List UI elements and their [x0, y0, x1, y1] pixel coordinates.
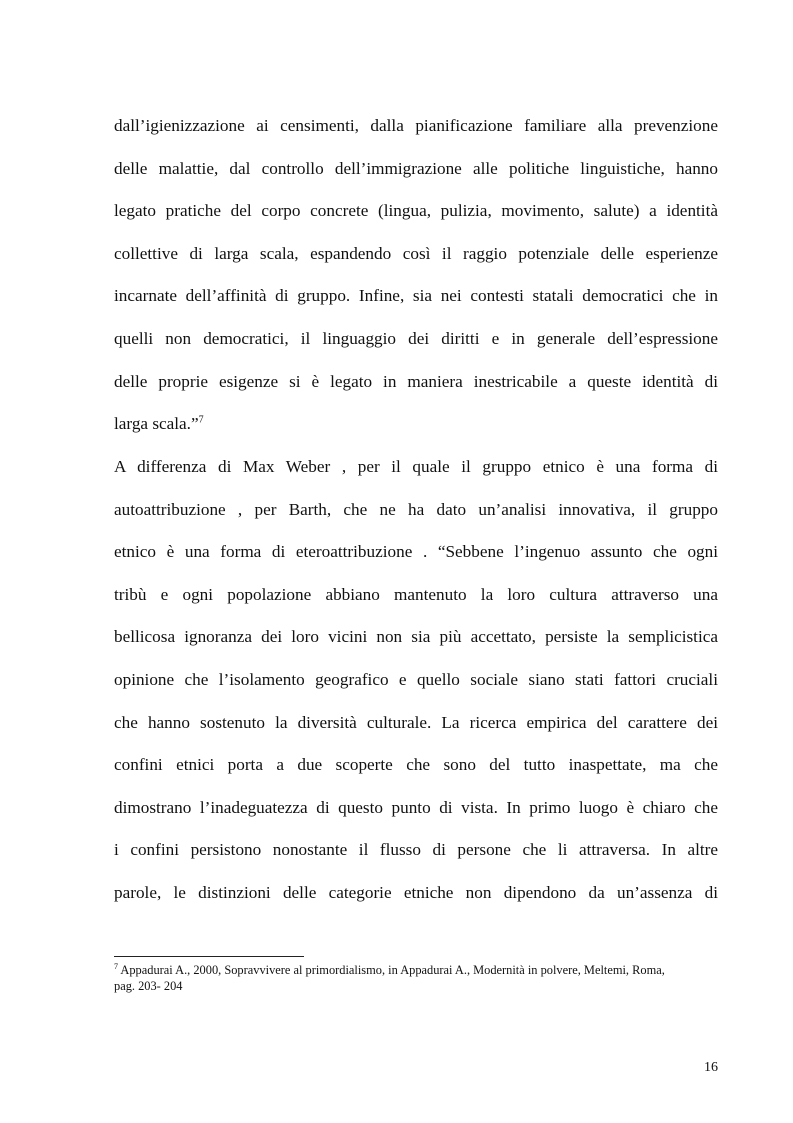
- footnote-line-1: [114, 962, 718, 978]
- text-line: dall’igienizzazione ai censimenti, dalla pianificazione familiare alla prevenzione: [114, 116, 718, 135]
- footnote-reference[interactable]: 7: [198, 414, 204, 426]
- text-line: bellicosa ignoranza dei loro vicini non sia più accettato, persiste la semplicistica: [114, 627, 718, 647]
- page-number: 16: [704, 1060, 718, 1075]
- text-line: tribù e ogni popolazione abbiano mantenuto la loro cultura attraverso una: [114, 584, 718, 604]
- text-line-last: [114, 403, 718, 446]
- text-line: delle proprie esigenze si è legato in maniera inestricabile a queste identità di: [114, 371, 718, 391]
- text-line: che hanno sostenuto la diversità culturale. La ricerca empirica del carattere dei: [114, 712, 718, 732]
- text-line: legato pratiche del corpo concrete (lingua, pulizia, movimento, salute) a identità: [114, 201, 718, 221]
- text-line: incarnate dell’affinità di gruppo. Infine, sia nei contesti statali democratici che in: [114, 286, 718, 306]
- text-line: confini etnici porta a due scoperte che sono del tutto inaspettate, ma che: [114, 755, 718, 775]
- text-line: etnico è una forma di eteroattribuzione . “Sebbene l’ingenuo assunto che ogni: [114, 542, 718, 562]
- text-line: parole, le distinzioni delle categorie etniche non dipendono da un’assenza di: [114, 882, 718, 902]
- footnote-text: Appadurai A., 2000, Sopravvivere al primordialismo, in Appadurai A., Modernità in polvere, Meltemi, Roma,: [118, 963, 665, 977]
- text-line: delle malattie, dal controllo dell’immigrazione alle politiche linguistiche, hanno: [114, 158, 718, 178]
- text-line: A differenza di Max Weber , per il quale il gruppo etnico è una forma di: [114, 457, 718, 476]
- text-line: dimostrano l’inadeguatezza di questo punto di vista. In primo luogo è chiaro che: [114, 797, 718, 817]
- text-line: collettive di larga scala, espandendo così il raggio potenziale delle esperienze: [114, 243, 718, 263]
- text-line: autoattribuzione , per Barth, che ne ha dato un’analisi innovativa, il gruppo: [114, 499, 718, 519]
- text-line: i confini persistono nonostante il flusso di persone che li attraversa. In altre: [114, 840, 718, 860]
- text-line-content: larga scala.”: [114, 414, 199, 434]
- footnote-line-2: pag. 203- 204: [114, 979, 183, 993]
- paragraph-barth: [114, 446, 718, 915]
- paragraph-quote-continuation: [114, 105, 718, 446]
- footnote-number: 7: [114, 961, 118, 971]
- footnote-separator: [114, 956, 304, 957]
- text-line: opinione che l’isolamento geografico e quello sociale siano stati fattori cruciali: [114, 669, 718, 689]
- footnote: [114, 962, 718, 994]
- text-line: quelli non democratici, il linguaggio dei diritti e in generale dell’espressione: [114, 328, 718, 348]
